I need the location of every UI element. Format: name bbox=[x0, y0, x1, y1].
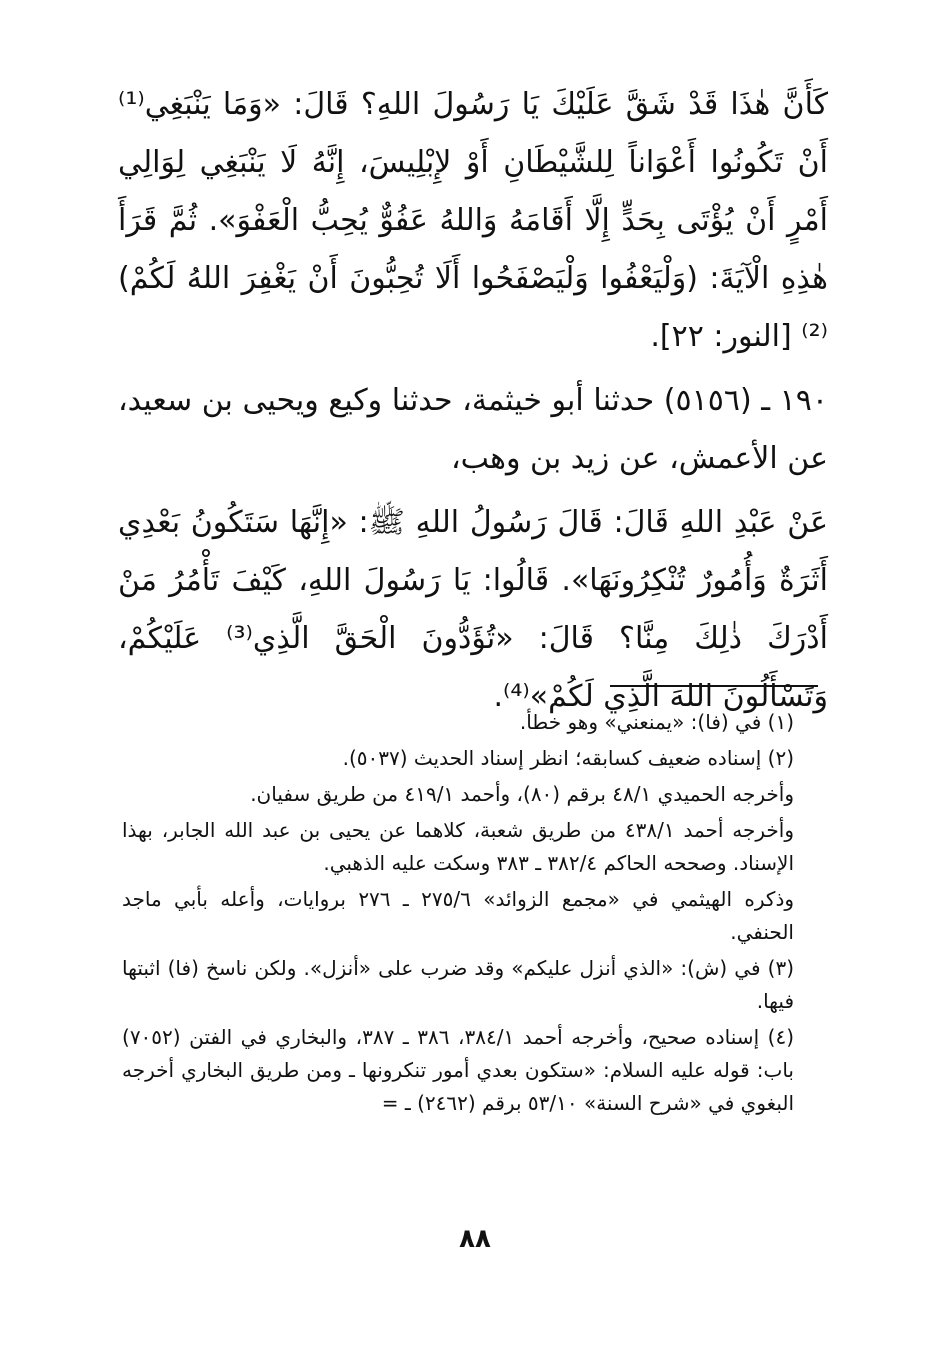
paragraph-hadith-190-chain: ١٩٠ ـ (٥١٥٦) حدثنا أبو خيثمة، حدثنا وكيع ويحيى بن سعيد، عن الأعمش، عن زيد بن وهب، bbox=[118, 383, 828, 476]
footnote-2-continued-b: وأخرجه أحمد ٤٣٨/١ من طريق شعبة، كلاهما عن يحيى بن عبد الله الجابر، بهذا الإسناد. وصححه الحاكم ٣٨٢/٤ ـ ٣٨٣ وسكت عليه الذهبي. bbox=[122, 818, 794, 875]
paragraph-hadith-189-end: كَأَنَّ هٰذَا قَدْ شَقَّ عَلَيْكَ يَا رَسُولَ اللهِ؟ قَالَ: «وَمَا يَنْبَغِي⁽¹⁾ أَنْ تَكُونُوا أَعْوَاناً لِلشَّيْطَانِ أَوْ لإِبْلِيسَ، إِنَّهُ لَا يَنْبَغِي لِوَالِي أَمْرٍ أَنْ يُؤْتَى بِحَدٍّ إِلَّا أَقَامَهُ وَاللهُ عَفُوٌّ يُحِبُّ الْعَفْوَ». ثُمَّ قَرَأَ هٰذِهِ الْآيَةَ: (وَلْيَعْفُوا وَلْيَصْفَحُوا أَلَا تُحِبُّونَ أَنْ يَغْفِرَ اللهُ لَكُمْ)⁽²⁾ [النور: ٢٢]. bbox=[118, 87, 828, 354]
paragraph-hadith-190-text: عَنْ عَبْدِ اللهِ قَالَ: قَالَ رَسُولُ اللهِ ﷺ: «إِنَّهَا سَتَكُونُ بَعْدِي أَثَرَةٌ وَأُمُورٌ تُنْكِرُونَهَا». قَالُوا: يَا رَسُولَ اللهِ، كَيْفَ تَأْمُرُ مَنْ أَدْرَكَ ذٰلِكَ مِنَّا؟ قَالَ: «تُؤَدُّونَ الْحَقَّ الَّذِي⁽³⁾ عَلَيْكُمْ، وَتَسْأَلُونَ اللهَ الَّذِي لَكُمْ»⁽⁴⁾. bbox=[118, 505, 828, 714]
footnote-4: (٤) إسناده صحيح، وأخرجه أحمد ٣٨٤/١، ٣٨٦ ـ ٣٨٧، والبخاري في الفتن (٧٠٥٢) باب: قوله عليه السلام: «ستكون بعدي أمور تنكرونها ـ ومن طريق البخاري أخرجه البغوي في «شرح السنة» ٥٣/١٠ برقم (٢٤٦٢) ـ = bbox=[122, 1025, 795, 1115]
page-number: ٨٨ bbox=[459, 1224, 491, 1254]
footnote-2-continued-c: وذكره الهيثمي في «مجمع الزوائد» ٢٧٥/٦ ـ ٢٧٦ بروايات، وأعله بأبي ماجد الحنفي. bbox=[122, 887, 795, 944]
footnote-2-continued-a: وأخرجه الحميدي ٤٨/١ برقم (٨٠)، وأحمد ٤١٩/١ من طريق سفيان. bbox=[250, 782, 794, 806]
footnote-2: (٢) إسناده ضعيف كسابقه؛ انظر إسناد الحديث (٥٠٣٧). bbox=[342, 746, 794, 770]
footnotes bbox=[122, 706, 822, 1120]
main-text bbox=[118, 76, 828, 726]
footnote-divider bbox=[610, 685, 818, 687]
footnote-3: (٣) في (ش): «الذي أنزل عليكم» وقد ضرب على «أنزل». ولكن ناسخ (فا) اثبتها فيها. bbox=[122, 956, 794, 1013]
footnote-1: (١) في (فا): «يمنعني» وهو خطأ. bbox=[519, 710, 794, 734]
